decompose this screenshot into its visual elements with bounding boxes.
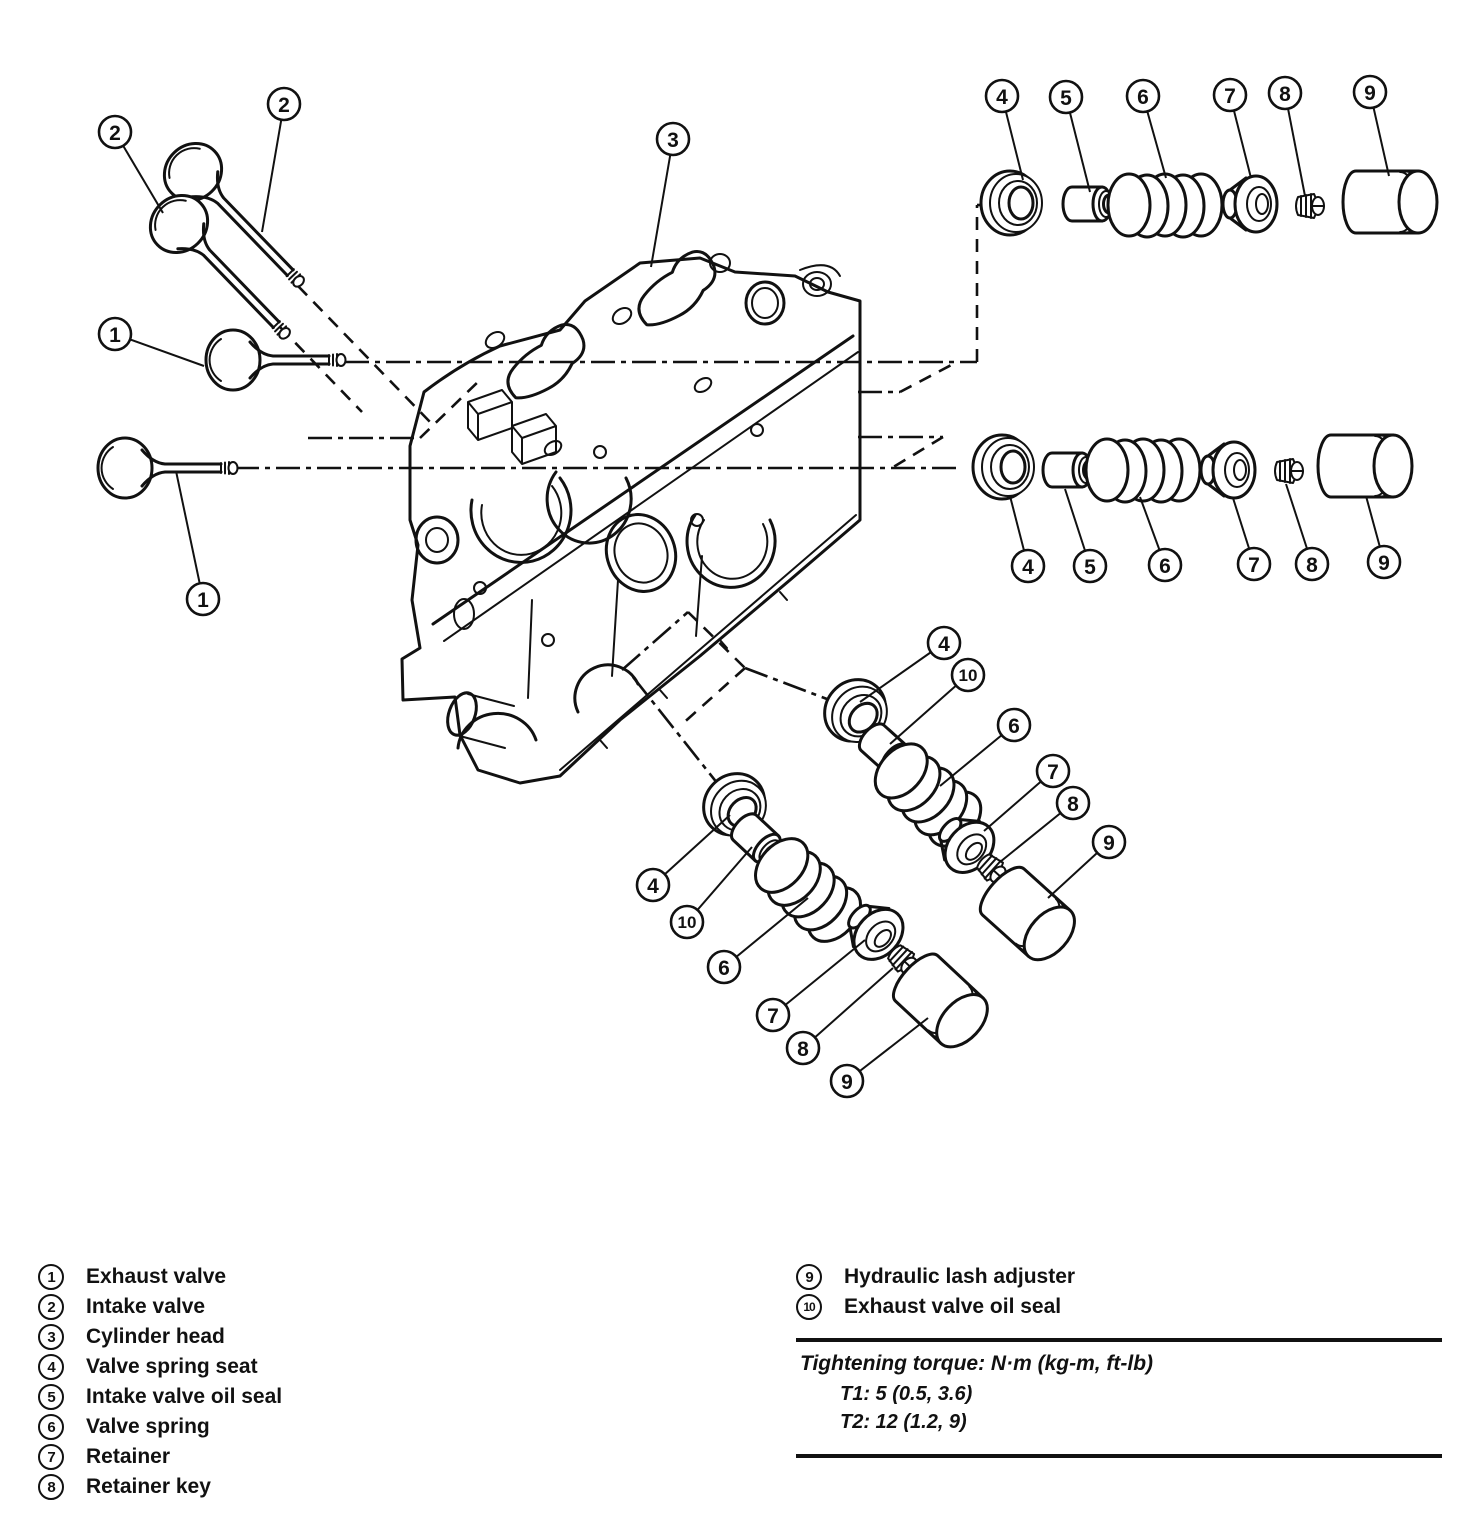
callout-number: 8 [1279,83,1291,106]
callout-number: 9 [841,1071,853,1094]
legend-item-7 [38,1442,282,1472]
legend-item-4 [38,1352,282,1382]
callout-row1-8 [1269,77,1305,196]
valve-spring-row1 [1108,174,1222,237]
legend-item-10 [796,1292,1442,1322]
retainer-key-row1 [1296,194,1324,218]
callout-number: 6 [1008,715,1020,738]
legend-item-5 [38,1382,282,1412]
legend-number-badge: 3 [38,1324,64,1350]
callout-number: 5 [1060,87,1072,110]
callout-diagleft-8 [787,968,893,1064]
callout-number: 9 [1103,832,1115,855]
callout-number: 8 [797,1038,809,1061]
retainer-row2 [1201,442,1255,498]
callout-number: 4 [996,86,1008,109]
callout-row2-5 [1065,489,1106,582]
spring-seat-row2 [973,435,1034,499]
leader-line [176,471,203,599]
callout-row1-4 [986,80,1023,180]
legend-item-6 [38,1412,282,1442]
legend-label: Retainer [86,1445,171,1468]
callout-number: 4 [1022,556,1034,579]
legend-item-9 [796,1262,1442,1292]
callout-number: 4 [647,875,659,898]
legend-number-badge: 9 [796,1264,822,1290]
callout-number: 8 [1067,793,1079,816]
callout-number: 5 [1084,556,1096,579]
callout-row2-7 [1233,498,1270,580]
leader-line [262,104,284,232]
legend-number-badge: 1 [38,1264,64,1290]
lash-adjuster-row2 [1318,435,1412,497]
callout-number: 8 [1306,554,1318,577]
callout-number: 10 [677,913,697,932]
callout-3-cylinder-head [651,123,689,267]
callout-2-left [99,116,163,213]
retainer-row1 [1223,176,1277,232]
legend-label: Valve spring seat [86,1355,258,1378]
legend-label: Intake valve oil seal [86,1385,283,1408]
torque-t2: T2: 12 (1.2, 9) [840,1411,967,1433]
legend-item-2 [38,1292,282,1322]
callout-number: 2 [278,94,290,117]
spring-seat-row1 [981,171,1042,235]
legend-label: Valve spring [86,1415,210,1438]
callout-2-right [262,88,300,232]
callout-row2-6 [1140,497,1181,581]
lash-adjuster-row1 [1343,171,1437,233]
callout-diagleft-6 [708,898,808,983]
legend-label: Retainer key [86,1475,211,1498]
callout-diagright-9 [1048,826,1125,898]
callout-row1-5 [1050,81,1090,192]
cylinder-head-drawing [402,245,860,783]
legend-left [38,1262,282,1502]
callout-number: 6 [1137,86,1149,109]
callout-row2-8 [1286,484,1328,580]
callout-row1-9 [1354,76,1389,176]
callout-row2-9 [1366,496,1400,578]
legend-number-badge: 5 [38,1384,64,1410]
tightening-torque-note [796,1338,1442,1458]
leader-line [773,940,865,1015]
callout-number: 1 [197,589,209,612]
callout-number: 3 [667,129,679,152]
legend-number-badge: 4 [38,1354,64,1380]
callout-diagright-4 [860,627,960,702]
legend-label: Exhaust valve [86,1265,227,1288]
legend-number-badge: 8 [38,1474,64,1500]
parts-row-upper [981,171,1437,237]
callout-diagright-6 [940,709,1030,786]
legend-item-1 [38,1262,282,1292]
callout-diagleft-9 [831,1018,928,1097]
legend-number-badge: 6 [38,1414,64,1440]
valve-spring-row2 [1086,439,1200,502]
legend-label: Intake valve [86,1295,206,1318]
callout-diagleft-7 [757,940,865,1031]
callout-row1-6 [1127,80,1166,178]
exhaust-valve-upper [206,330,346,390]
callout-diagright-8 [1000,787,1089,862]
legend-number-badge: 7 [38,1444,64,1470]
legend-number-badge: 10 [796,1294,822,1320]
legend-label: Exhaust valve oil seal [844,1295,1062,1318]
callout-number: 1 [109,324,121,347]
retainer-key-row2 [1275,459,1303,483]
callout-number: 7 [1047,761,1059,784]
legend-number-badge: 2 [38,1294,64,1320]
parts-row-lower [973,435,1412,502]
legend-item-3 [38,1322,282,1352]
legend-label: Hydraulic lash adjuster [844,1265,1076,1288]
callout-diagleft-10 [671,847,752,938]
callout-diagright-7 [984,755,1069,831]
leader-line [651,139,673,267]
callout-row1-7 [1214,79,1251,178]
torque-title: Tightening torque: N·m (kg-m, ft-lb) [800,1352,1154,1375]
callout-number: 9 [1364,82,1376,105]
callout-1-lower [176,471,219,615]
exhaust-valve-lower [98,438,238,498]
callout-number: 6 [1159,555,1171,578]
legend-item-8 [38,1472,282,1502]
callout-number: 7 [1224,85,1236,108]
callout-1-upper [99,318,204,366]
legend-label: Cylinder head [86,1325,225,1348]
callout-number: 7 [767,1005,779,1028]
callout-number: 7 [1248,554,1260,577]
callout-number: 2 [109,122,121,145]
callout-number: 6 [718,957,730,980]
torque-t1: T1: 5 (0.5, 3.6) [840,1383,973,1405]
callout-row2-4 [1010,496,1044,582]
legend-right [796,1262,1442,1458]
callout-number: 10 [958,666,978,685]
callout-number: 9 [1378,552,1390,575]
callout-number: 4 [938,633,950,656]
